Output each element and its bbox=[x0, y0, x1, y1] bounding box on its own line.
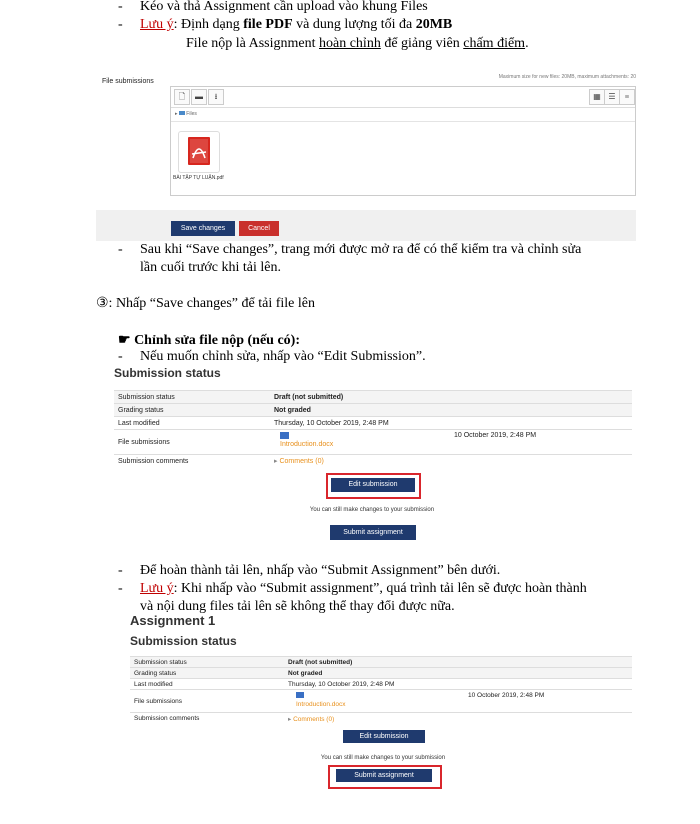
row-key: Last modified bbox=[114, 417, 270, 430]
file-date: 10 October 2019, 2:48 PM bbox=[454, 432, 537, 439]
create-folder-icon[interactable]: ▬ bbox=[191, 89, 207, 105]
file-tile[interactable] bbox=[178, 131, 220, 173]
row-value: Thursday, 10 October 2019, 2:48 PM bbox=[270, 417, 632, 430]
bullet-dash: - bbox=[118, 349, 123, 364]
note-label: Lưu ý bbox=[140, 581, 174, 596]
changes-note: You can still make changes to your submission bbox=[309, 507, 435, 513]
bullet-submit-note: Lưu ý: Khi nhấp vào “Submit assignment”, quá trình tải lên sẽ được hoàn thành bbox=[140, 581, 587, 596]
submission-status-heading: Submission status bbox=[114, 366, 221, 380]
submission-status-heading: Submission status bbox=[130, 634, 237, 648]
chevron-right-icon: ▸ bbox=[274, 458, 278, 466]
submit-assignment-button[interactable]: Submit assignment bbox=[330, 525, 416, 540]
download-icon[interactable]: ⭳ bbox=[208, 89, 224, 105]
folder-name[interactable]: Files bbox=[186, 111, 197, 117]
assignment-title: Assignment 1 bbox=[130, 613, 216, 628]
table-row bbox=[114, 391, 632, 404]
row-value: Draft (not submitted) bbox=[284, 657, 632, 668]
comments-link[interactable]: Comments (0) bbox=[279, 458, 324, 466]
submit-assignment-button[interactable]: Submit assignment bbox=[336, 769, 432, 782]
row-value bbox=[284, 690, 632, 713]
row-value: Draft (not submitted) bbox=[270, 391, 632, 404]
bullet-dash: - bbox=[118, 563, 123, 578]
row-key: Last modified bbox=[130, 679, 284, 690]
table-row bbox=[130, 690, 632, 713]
docx-file-icon bbox=[280, 432, 289, 439]
pdf-file-icon bbox=[179, 132, 219, 172]
bullet-submit-note-line2: và nội dung files tải lên sẽ không thể thay đổi được nữa. bbox=[140, 599, 455, 614]
path-bar bbox=[175, 111, 197, 117]
edit-submission-button[interactable]: Edit submission bbox=[343, 730, 425, 743]
table-row bbox=[130, 668, 632, 679]
bullet-after-save: Sau khi “Save changes”, trang mới được mở ra để có thể kiểm tra và chỉnh sửa bbox=[140, 242, 582, 257]
row-key: Grading status bbox=[130, 668, 284, 679]
file-submissions-label: File submissions bbox=[102, 78, 154, 85]
edit-submission-button[interactable]: Edit submission bbox=[331, 478, 415, 492]
max-size-info: Maximum size for new files: 20MB, maximum attachments: 20 bbox=[498, 74, 636, 80]
table-row bbox=[114, 417, 632, 430]
grid-view-icon[interactable]: ▦ bbox=[589, 89, 605, 105]
table-row bbox=[130, 679, 632, 690]
row-value bbox=[284, 713, 632, 725]
submission-status-table bbox=[130, 656, 632, 725]
row-key: Submission status bbox=[130, 657, 284, 668]
file-toolbar bbox=[171, 87, 635, 108]
bullet-drag-files: Kéo và thả Assignment cần upload vào khung Files bbox=[140, 0, 428, 14]
row-value bbox=[270, 455, 632, 468]
upload-screenshot bbox=[96, 66, 636, 241]
bullet-submit: Để hoàn thành tải lên, nhấp vào “Submit Assignment” bên dưới. bbox=[140, 563, 501, 578]
file-name[interactable]: BÀI TẬP TỰ LUẬN.pdf bbox=[173, 175, 224, 181]
row-value: Thursday, 10 October 2019, 2:48 PM bbox=[284, 679, 632, 690]
bullet-format-note: Lưu ý: Định dạng file PDF và dung lượng tối đa 20MB bbox=[140, 17, 453, 32]
file-picker bbox=[170, 86, 636, 196]
row-key: Grading status bbox=[114, 404, 270, 417]
changes-note: You can still make changes to your submission bbox=[320, 755, 446, 761]
row-value: Not graded bbox=[284, 668, 632, 679]
table-row bbox=[114, 430, 632, 455]
row-key: File submissions bbox=[114, 430, 270, 455]
add-file-icon[interactable]: 🗋 bbox=[174, 89, 190, 105]
edit-heading: ☛ Chỉnh sửa file nộp (nếu có): bbox=[118, 333, 300, 348]
bullet-after-save-line2: lần cuối trước khi tải lên. bbox=[140, 260, 281, 275]
table-row bbox=[130, 657, 632, 668]
docx-file-icon bbox=[296, 692, 304, 698]
row-key: File submissions bbox=[130, 690, 284, 713]
row-key: Submission status bbox=[114, 391, 270, 404]
row-key: Submission comments bbox=[130, 713, 284, 725]
format-note-line2: File nộp là Assignment hoàn chỉnh để giảng viên chấm điểm. bbox=[186, 36, 529, 51]
comments-link[interactable]: Comments (0) bbox=[293, 715, 335, 723]
row-value: Not graded bbox=[270, 404, 632, 417]
bullet-dash: - bbox=[118, 17, 123, 32]
chevron-right-icon: ▸ bbox=[288, 715, 292, 723]
cancel-button[interactable]: Cancel bbox=[239, 221, 279, 236]
table-row bbox=[114, 455, 632, 468]
bullet-dash: - bbox=[118, 581, 123, 596]
table-row bbox=[114, 404, 632, 417]
bullet-dash: - bbox=[118, 0, 123, 14]
folder-icon bbox=[179, 111, 185, 115]
tree-view-icon[interactable]: ≡ bbox=[619, 89, 635, 105]
row-key: Submission comments bbox=[114, 455, 270, 468]
table-row bbox=[130, 713, 632, 725]
divider bbox=[171, 121, 635, 122]
step-3: ③: Nhấp “Save changes” để tải file lên bbox=[96, 296, 315, 311]
note-label: Lưu ý bbox=[140, 17, 174, 32]
list-view-icon[interactable]: ☰ bbox=[604, 89, 620, 105]
row-value bbox=[270, 430, 632, 455]
file-link[interactable]: Introduction.docx bbox=[280, 441, 334, 448]
submission-status-table bbox=[114, 390, 632, 468]
bullet-dash: - bbox=[118, 242, 123, 257]
file-link[interactable]: Introduction.docx bbox=[296, 701, 346, 708]
bullet-edit-submission: Nếu muốn chỉnh sửa, nhấp vào “Edit Submission”. bbox=[140, 349, 426, 364]
file-date: 10 October 2019, 2:48 PM bbox=[468, 692, 545, 699]
chevron-right-icon: ▸ bbox=[175, 111, 178, 117]
pointing-hand-icon: ☛ bbox=[118, 333, 131, 348]
save-changes-button[interactable]: Save changes bbox=[171, 221, 235, 236]
